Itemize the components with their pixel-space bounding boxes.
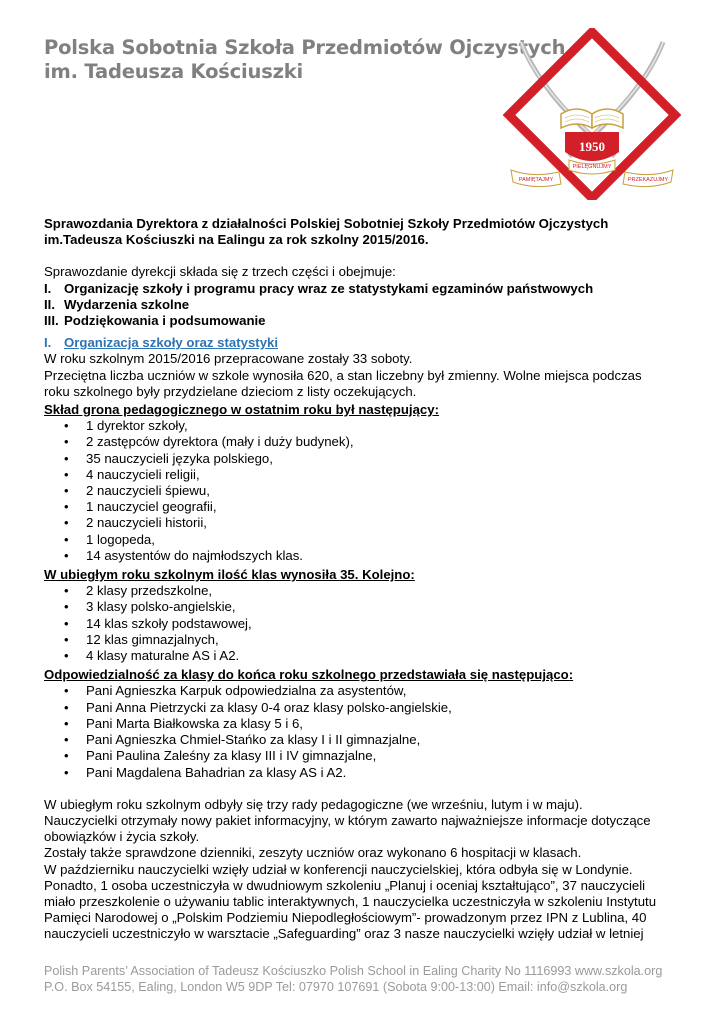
- list-item: • Pani Anna Pietrzycki za klasy 0-4 oraz klasy polsko-angielskie,: [44, 700, 684, 716]
- report-parts-list: [44, 281, 684, 330]
- classes-list: [44, 583, 684, 664]
- list-item: • Pani Agnieszka Chmiel-Stańko za klasy I i II gimnazjalne,: [44, 732, 684, 748]
- ribbon-left-text: PAMIĘTAJMY: [518, 177, 554, 183]
- report-part-item: I. Organizację szkoły i programu pracy wraz ze statystykami egzaminów państwowych: [44, 280, 594, 296]
- list-item: • 2 nauczycieli śpiewu,: [44, 483, 684, 499]
- footer-line2: P.O. Box 54155, Ealing, London W5 9DP Tel: 07970 107691 (Sobota 9:00-13:00) Email: info@szkola.org: [44, 980, 628, 994]
- school-name-line2: im. Tadeusza Kościuszki: [44, 60, 304, 83]
- page-footer: [44, 963, 684, 995]
- list-item: • 3 klasy polsko-angielskie,: [44, 599, 684, 615]
- classes-heading: W ubiegłym roku szkolnym ilość klas wynosiła 35. Kolejno:: [44, 567, 415, 583]
- school-logo: [503, 28, 681, 200]
- school-name-header: [44, 36, 565, 84]
- report-body: [44, 216, 684, 943]
- list-item: • 2 zastępców dyrektora (mały i duży budynek),: [44, 434, 684, 450]
- section1-heading[interactable]: I. Organizacja szkoły oraz statystyki: [44, 335, 279, 351]
- list-item: • 1 nauczyciel geografii,: [44, 499, 684, 515]
- report-part-item: III. Podziękowania i podsumowanie: [44, 313, 266, 329]
- report-title-line2: im.Tadeusza Kościuszki na Ealingu za rok szkolny 2015/2016.: [44, 232, 429, 248]
- list-item: • Pani Paulina Zaleśny za klasy III i IV gimnazjalne,: [44, 748, 684, 764]
- list-item: • 2 klasy przedszkolne,: [44, 583, 684, 599]
- list-item: • Pani Magdalena Bahadrian za klasy AS i A2.: [44, 765, 684, 781]
- list-item: • 2 nauczycieli historii,: [44, 515, 684, 531]
- list-item: • 1 dyrektor szkoły,: [44, 418, 684, 434]
- ribbon-center-text: PIELĘGNUJMY: [572, 164, 612, 170]
- report-part-item: II. Wydarzenia szkolne: [44, 296, 190, 312]
- list-item: • 14 asystentów do najmłodszych klas.: [44, 548, 684, 564]
- list-item: • Pani Agnieszka Karpuk odpowiedzialna za asystentów,: [44, 683, 684, 699]
- responsibility-heading: Odpowiedzialność za klasy do końca roku szkolnego przedstawiała się następująco:: [44, 667, 574, 683]
- open-book-icon: [561, 109, 623, 128]
- footer-line1: Polish Parents’ Association of Tadeusz Kościuszko Polish School in Ealing Charity No 1116993 www.szkola.org: [44, 964, 663, 978]
- list-item: • 12 klas gimnazjalnych,: [44, 632, 684, 648]
- report-title: [44, 216, 684, 248]
- list-item: • Pani Marta Białkowska za klasy 5 i 6,: [44, 716, 684, 732]
- list-item: • 4 klasy maturalne AS i A2.: [44, 648, 684, 664]
- report-intro: Sprawozdanie dyrekcji składa się z trzech części i obejmuje:: [44, 264, 396, 280]
- paragraph-saturdays: W roku szkolnym 2015/2016 przepracowane zostały 33 soboty.: [44, 351, 413, 367]
- list-item: • 35 nauczycieli języka polskiego,: [44, 451, 684, 467]
- closing-paragraph: W ubiegłym roku szkolnym odbyły się trzy rady pedagogiczne (we wrześniu, lutym i w maju). Nauczycielki otrzymały nowy pakiet informacyjny, w którym zawarto najważniejsze informacje dotyczące obowiązków i życia szkoły. Zostały także sprawdzone dzienniki, zeszyty uczniów oraz wykonano 6 hospitacji w klasach. W październiku nauczycielki wzięły udział w konferencji nauczycielskiej, która odbyła się w Londynie. Ponadto, 1 osoba uczestniczyła w dwudniowym szkoleniu „Planuj i oceniaj kształtująco”, 37 nauczycieli miało przeszkolenie o używaniu tablic interaktywnych, 1 nauczycielka uczestniczyła w szkoleniu Instytutu Pamięci Narodowej o „Polskim Podziemiu Niepodległościowym”- prowadzonym przez IPN z Lublina, 40 nauczycieli uczestniczyło w warsztacie „Safeguarding” oraz 3 nasze nauczycielki wzięły udział w letniej: [44, 796, 657, 942]
- paragraph-students: Przeciętna liczba uczniów w szkole wynosiła 620, a stan liczebny był zmienny. Wolne miejsca podczas roku szkolnego były przydzielane dzieciom z listy oczekujących.: [44, 367, 642, 399]
- list-item: • 14 klas szkoły podstawowej,: [44, 616, 684, 632]
- staff-list: [44, 418, 684, 564]
- list-item: • 4 nauczycieli religii,: [44, 467, 684, 483]
- report-title-line1: Sprawozdania Dyrektora z działalności Polskiej Sobotniej Szkoły Przedmiotów Ojczystych: [44, 216, 609, 231]
- ribbon-right-text: PRZEKAZUJMY: [627, 177, 669, 183]
- school-name-line1: Polska Sobotnia Szkoła Przedmiotów Ojczystych: [44, 36, 566, 59]
- responsibility-list: [44, 683, 684, 780]
- staff-heading: Skład grona pedagogicznego w ostatnim roku był następujący:: [44, 402, 439, 418]
- list-item: • 1 logopeda,: [44, 532, 684, 548]
- year-label: 1950: [579, 139, 605, 154]
